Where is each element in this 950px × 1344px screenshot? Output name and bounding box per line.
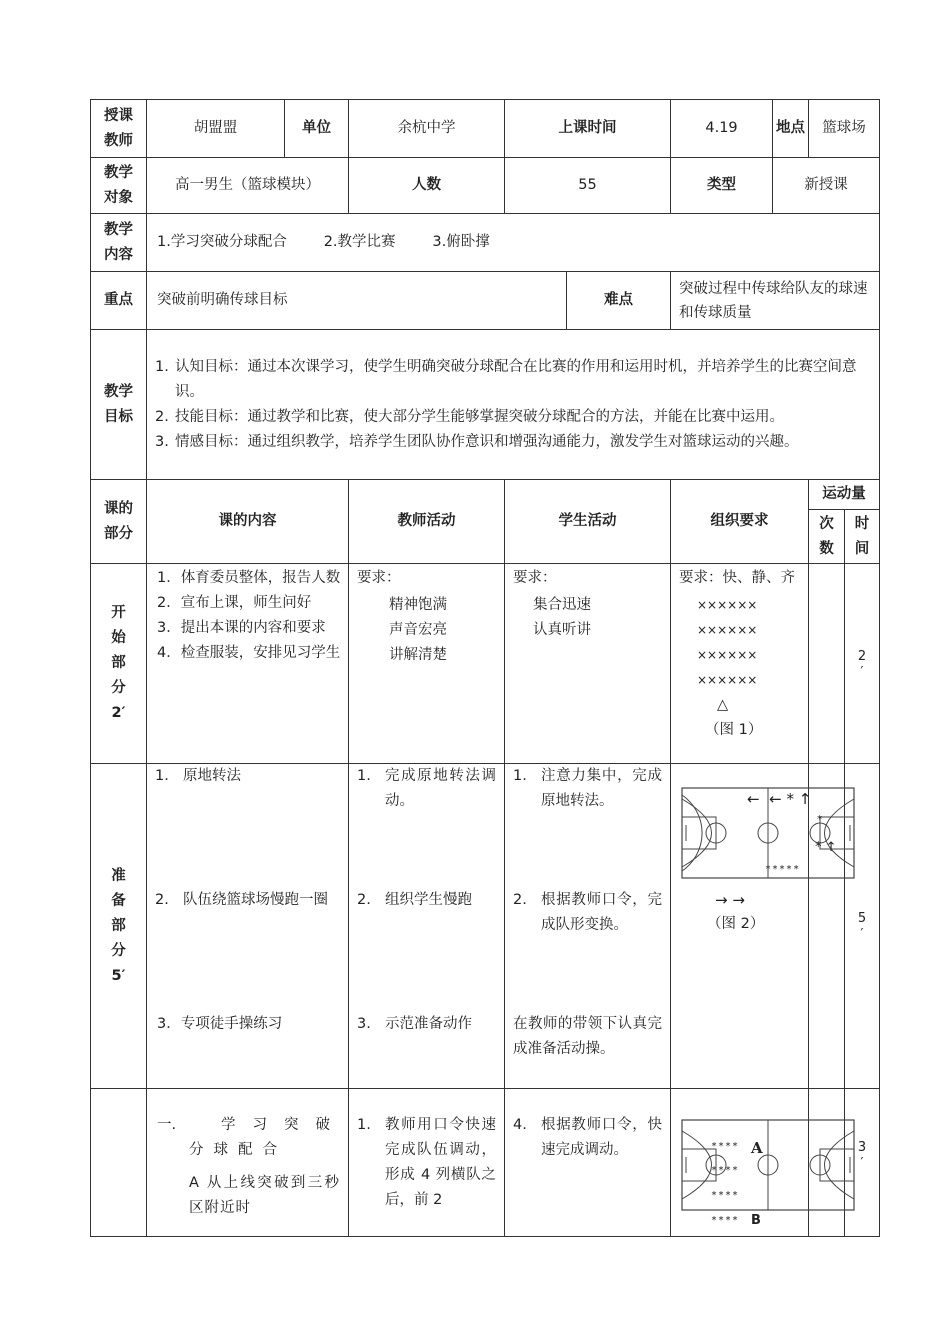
time-value: 4.19: [671, 100, 773, 158]
lesson-plan-page: [90, 99, 879, 1237]
goal-text: 技能目标：通过教学和比赛，使大部分学生能够掌握突破分球配合的方法，并能在比赛中运用。: [175, 408, 784, 425]
goal-item: [147, 405, 875, 430]
item-text: 注意力集中，完成原地转法。: [541, 768, 662, 809]
type-label: 类型: [671, 158, 773, 214]
duration-value: 5: [857, 911, 867, 926]
goals-list: [147, 355, 875, 455]
item-text: 队伍绕篮球场慢跑一圈: [183, 892, 328, 908]
label-char: 5′: [111, 967, 126, 984]
col-org: 组织要求: [671, 480, 809, 564]
start-content: [147, 564, 349, 764]
start-part-label: [91, 564, 147, 764]
col-times: 次数: [809, 510, 845, 564]
item-number: 1.: [357, 768, 371, 784]
duration-unit: ′: [860, 927, 864, 942]
goal-text: 认知目标：通过本次课学习，使学生明确突破分球配合在比赛的作用和运用时机，并培养学生的比赛空间意识。: [175, 358, 857, 400]
item-text: 教师用口令快速完成队伍调动，形成 4 列横队之后，前 2: [385, 1117, 496, 1208]
label-char: 始: [111, 630, 126, 646]
goals-row: [91, 330, 880, 480]
start-teacher: [349, 564, 505, 764]
label-char: 2′: [111, 705, 126, 721]
basic-org: [671, 1089, 809, 1237]
player-b-label: B: [751, 1213, 761, 1228]
header-row-1: [91, 100, 880, 158]
court-diagram: [681, 1119, 855, 1213]
col-content: 课的内容: [147, 480, 349, 564]
focus-row: [91, 272, 880, 330]
col-duration: 时间: [845, 510, 880, 564]
start-row: [91, 564, 880, 764]
prep-student-item: [505, 888, 670, 938]
item-number: 4.: [513, 1117, 527, 1133]
col-part-label: 课的部分: [104, 500, 133, 542]
type-value: 新授课: [773, 158, 880, 214]
basic-part-label: [91, 1089, 147, 1237]
target-value: 高一男生（篮球模块）: [147, 158, 349, 214]
court-mark: *: [817, 814, 822, 825]
item-text: 根据教师口令，完成队形变换。: [541, 892, 662, 933]
prep-content: [147, 764, 349, 1089]
prep-teacher: [349, 764, 505, 1089]
formation-row: ****: [711, 1141, 740, 1152]
teacher-label: 授课教师: [91, 100, 147, 158]
content-label: 教学内容: [91, 214, 147, 272]
start-teacher-line: 声音宏亮: [389, 622, 447, 638]
content-row: [91, 214, 880, 272]
prep-student-item: 在教师的带领下认真完成准备活动操。: [513, 1016, 662, 1057]
figure-caption: （图 1）: [705, 722, 763, 738]
formation-row: ××××××: [697, 648, 758, 662]
item-text: 示范准备动作: [385, 1016, 472, 1032]
teacher-position-mark: △: [717, 697, 729, 713]
prep-teacher-item: [349, 1012, 504, 1037]
goal-number: 1.: [155, 358, 169, 375]
goal-number: 2.: [155, 408, 169, 425]
item-text: 学习突破分球配合: [189, 1117, 340, 1158]
col-teacher: 教师活动: [349, 480, 505, 564]
item-number: 2.: [513, 892, 527, 908]
start-teacher-line: 讲解清楚: [389, 647, 447, 663]
basic-teacher-item: [349, 1089, 504, 1213]
col-load: 运动量: [809, 480, 880, 510]
goal-number: 3.: [155, 433, 169, 450]
prep-part-label: [91, 764, 147, 1089]
label-char: 部: [111, 655, 126, 671]
formation-row: ****: [711, 1215, 740, 1226]
teacher-name: 胡盟盟: [147, 100, 285, 158]
basic-content: [147, 1089, 349, 1237]
goals-list-cell: [147, 330, 880, 480]
basic-row: [91, 1089, 880, 1237]
label-char: 准: [111, 867, 126, 884]
place-label: 地点: [773, 100, 809, 158]
formation-row: ****: [711, 1190, 740, 1201]
item-number: 2.: [155, 892, 169, 908]
label-char: 分: [111, 680, 126, 696]
prep-content-item: [147, 888, 348, 913]
item-number: 1.: [357, 1117, 371, 1133]
start-student: [505, 564, 671, 764]
label-char: 开: [111, 605, 126, 621]
figure-caption: （图 2）: [707, 916, 765, 932]
unit-label: 单位: [285, 100, 349, 158]
start-student-line: 认真听讲: [533, 622, 591, 638]
item-text: 根据教师口令，快速完成调动。: [541, 1117, 662, 1158]
prep-org: [671, 764, 837, 1089]
count-value: 55: [505, 158, 671, 214]
columns-row-1: [91, 480, 880, 510]
content-value: 1.学习突破分球配合 2.教学比赛 3.俯卧撑: [147, 214, 880, 272]
label-char: 分: [111, 942, 126, 959]
start-org: [671, 564, 809, 764]
count-label: 人数: [349, 158, 505, 214]
court-arrows-top: ← ← * ↑: [747, 790, 812, 808]
court-players: *****: [765, 864, 801, 875]
basic-teacher: [349, 1089, 505, 1237]
prep-content-item: [147, 764, 348, 789]
unit-value: 余杭中学: [349, 100, 505, 158]
item-text: 完成原地转法调动。: [385, 768, 496, 809]
prep-teacher-item: [349, 764, 504, 814]
duration-value: 2: [857, 648, 867, 664]
running-arrows: → →: [715, 891, 745, 909]
lesson-plan-table: [90, 99, 880, 1237]
item-text: 原地转法: [183, 768, 241, 784]
place-value: 篮球场: [809, 100, 880, 158]
prep-content-item: 3．专项徒手操练习: [157, 1016, 283, 1032]
focus-value: 突破前明确传球目标: [147, 272, 567, 330]
court-mark: * ↑: [815, 840, 837, 855]
header-row-2: [91, 158, 880, 214]
duration-value: 3: [857, 1140, 867, 1155]
item-number: 1.: [513, 768, 527, 784]
item-text: 组织学生慢跑: [385, 892, 472, 908]
label-char: 备: [111, 892, 126, 909]
formation-row: ××××××: [697, 673, 758, 687]
col-student: 学生活动: [505, 480, 671, 564]
basic-content-sub: A 从上线突破到三秒区附近时: [189, 1175, 340, 1216]
difficulty-value: 突破过程中传球给队友的球速和传球质量: [671, 272, 880, 330]
difficulty-label: 难点: [567, 272, 671, 330]
formation-row: ****: [711, 1165, 740, 1176]
item-number: 3.: [357, 1016, 371, 1032]
basic-student-item: [505, 1089, 670, 1163]
col-part: [91, 480, 147, 564]
label-char: 部: [111, 917, 126, 934]
start-teacher-line: 精神饱满: [389, 597, 447, 613]
player-a-label: A: [751, 1139, 763, 1157]
basic-student: [505, 1089, 671, 1237]
duration-unit: ′: [860, 1156, 864, 1171]
goals-label: 教学目标: [91, 330, 147, 480]
goal-item: [147, 355, 875, 405]
prep-teacher-item: [349, 888, 504, 913]
prep-student: [505, 764, 671, 1089]
start-student-line: 集合迅速: [533, 597, 591, 613]
start-org-head: 要求：快、静、齐: [679, 570, 795, 586]
goal-item: [147, 430, 875, 455]
time-label: 上课时间: [505, 100, 671, 158]
focus-label: 重点: [91, 272, 147, 330]
start-content-text: 1．体育委员整体，报告人数 2．宣布上课，师生问好 3．提出本课的内容和要求 4．检查服装，安排见习学生: [157, 570, 341, 661]
target-label: 教学对象: [91, 158, 147, 214]
item-number: 2.: [357, 892, 371, 908]
start-student-head: 要求：: [513, 570, 557, 586]
prep-student-item: [505, 764, 670, 814]
start-teacher-head: 要求：: [357, 570, 401, 586]
duration-unit: ′: [860, 664, 864, 680]
formation-row: ××××××: [697, 598, 758, 612]
start-times: [809, 564, 845, 764]
item-number: 一.: [157, 1117, 177, 1133]
prep-row: [91, 764, 880, 1089]
goal-text: 情感目标：通过组织教学，培养学生团队协作意识和增强沟通能力，激发学生对篮球运动的兴趣。: [175, 433, 799, 450]
item-number: 1.: [155, 768, 169, 784]
basic-content-title: [147, 1113, 348, 1163]
start-duration: [845, 564, 880, 764]
formation-row: ××××××: [697, 623, 758, 637]
